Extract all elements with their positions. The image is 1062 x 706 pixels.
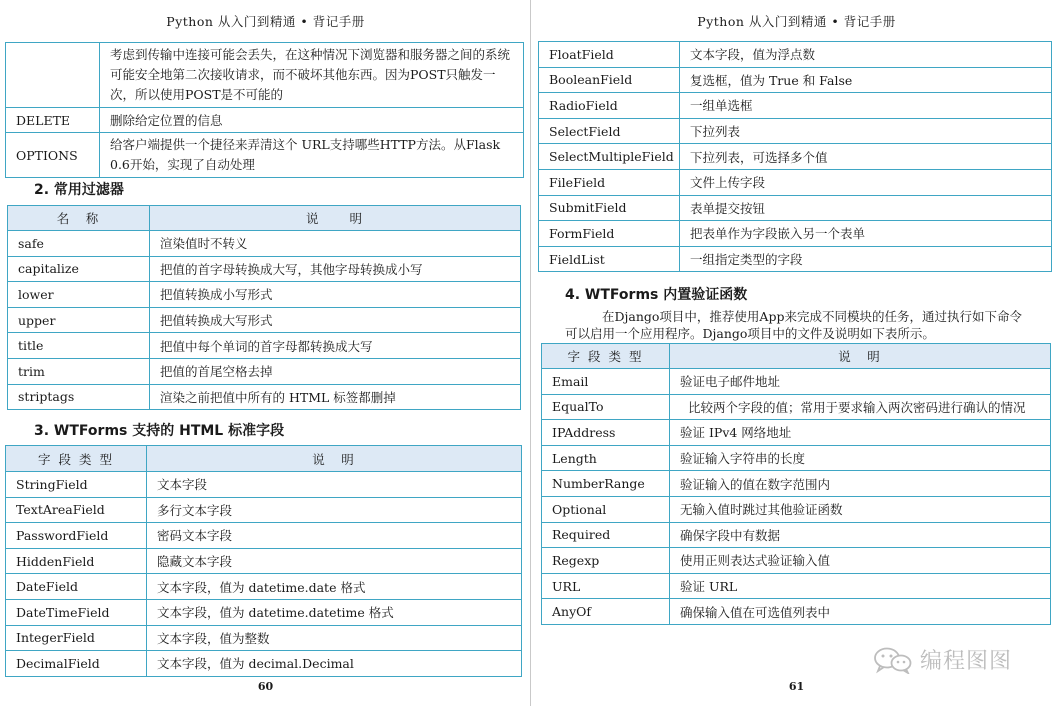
field-type: DecimalField bbox=[6, 651, 147, 677]
html-fields-table bbox=[5, 445, 522, 677]
filter-name: trim bbox=[8, 358, 150, 384]
table-row bbox=[542, 496, 1051, 522]
field-desc: 一组单选框 bbox=[680, 93, 1052, 119]
table-row bbox=[6, 599, 522, 625]
html-fields-table-continued bbox=[538, 41, 1052, 272]
filter-desc: 把值的首尾空格去掉 bbox=[150, 358, 521, 384]
column-header: 说 明 bbox=[150, 206, 521, 231]
field-type: FieldList bbox=[539, 246, 680, 272]
filter-desc: 渲染值时不转义 bbox=[150, 231, 521, 257]
validator-desc: 确保输入值在可选值列表中 bbox=[670, 599, 1051, 625]
wechat-icon bbox=[872, 646, 914, 674]
field-type: FormField bbox=[539, 221, 680, 247]
table-row bbox=[542, 394, 1051, 420]
field-desc: 文本字段 bbox=[147, 472, 522, 498]
validator-name: Regexp bbox=[542, 548, 670, 574]
column-header: 说 明 bbox=[147, 446, 522, 472]
column-header: 说 明 bbox=[670, 344, 1051, 369]
field-desc: 一组指定类型的字段 bbox=[680, 246, 1052, 272]
table-row bbox=[542, 573, 1051, 599]
field-type: StringField bbox=[6, 472, 147, 498]
method-name: DELETE bbox=[6, 108, 100, 133]
field-desc: 下拉列表，可选择多个值 bbox=[680, 144, 1052, 170]
field-desc: 把表单作为字段嵌入另一个表单 bbox=[680, 221, 1052, 247]
field-desc: 文件上传字段 bbox=[680, 169, 1052, 195]
method-desc: 考虑到传输中连接可能会丢失，在这种情况下浏览器和服务器之间的系统可能安全地第二次接收请求，而不破坏其他东西。因为POST只触发一次，所以使用POST是不可能的 bbox=[100, 43, 524, 108]
table-row bbox=[6, 108, 524, 133]
validator-name: AnyOf bbox=[542, 599, 670, 625]
field-desc: 文本字段，值为浮点数 bbox=[680, 42, 1052, 68]
filter-name: safe bbox=[8, 231, 150, 257]
table-row bbox=[542, 420, 1051, 446]
table-row bbox=[8, 384, 521, 410]
table-row bbox=[6, 133, 524, 178]
method-desc: 删除给定位置的信息 bbox=[100, 108, 524, 133]
field-type: RadioField bbox=[539, 93, 680, 119]
field-type: SelectMultipleField bbox=[539, 144, 680, 170]
column-header: 字 段 类 型 bbox=[6, 446, 147, 472]
field-type: FileField bbox=[539, 169, 680, 195]
validator-name: Email bbox=[542, 369, 670, 395]
table-row bbox=[6, 43, 524, 108]
validator-name: Optional bbox=[542, 496, 670, 522]
filter-name: upper bbox=[8, 307, 150, 333]
filter-name: striptags bbox=[8, 384, 150, 410]
table-row bbox=[542, 369, 1051, 395]
table-row bbox=[6, 574, 522, 600]
field-type: BooleanField bbox=[539, 67, 680, 93]
filter-desc: 把值中每个单词的首字母都转换成大写 bbox=[150, 333, 521, 359]
table-row bbox=[6, 497, 522, 523]
method-name bbox=[6, 43, 100, 108]
filter-desc: 把值转换成小写形式 bbox=[150, 282, 521, 308]
filter-name: lower bbox=[8, 282, 150, 308]
filter-name: capitalize bbox=[8, 256, 150, 282]
validators-table bbox=[541, 343, 1051, 625]
table-row bbox=[8, 358, 521, 384]
table-row bbox=[539, 221, 1052, 247]
field-type: IntegerField bbox=[6, 625, 147, 651]
table-row bbox=[6, 625, 522, 651]
validator-name: Required bbox=[542, 522, 670, 548]
field-desc: 密码文本字段 bbox=[147, 523, 522, 549]
table-row bbox=[8, 333, 521, 359]
table-row bbox=[539, 195, 1052, 221]
section-heading: 2. 常用过滤器 bbox=[34, 182, 124, 198]
table-row bbox=[8, 256, 521, 282]
table-row bbox=[6, 548, 522, 574]
table-row bbox=[6, 651, 522, 677]
validator-desc: 验证输入字符串的长度 bbox=[670, 445, 1051, 471]
page-number: 60 bbox=[257, 680, 274, 693]
http-methods-table bbox=[5, 42, 524, 178]
validator-name: URL bbox=[542, 573, 670, 599]
field-desc: 文本字段，值为整数 bbox=[147, 625, 522, 651]
field-desc: 表单提交按钮 bbox=[680, 195, 1052, 221]
column-header: 字 段 类 型 bbox=[542, 344, 670, 369]
right-page bbox=[531, 0, 1062, 706]
table-row bbox=[539, 93, 1052, 119]
table-row bbox=[8, 282, 521, 308]
validator-desc: 无输入值时跳过其他验证函数 bbox=[670, 496, 1051, 522]
validator-desc: 验证 URL bbox=[670, 573, 1051, 599]
validator-name: Length bbox=[542, 445, 670, 471]
validator-desc: 比较两个字段的值；常用于要求输入两次密码进行确认的情况 bbox=[670, 394, 1051, 420]
watermark-text: 编程图图 bbox=[920, 649, 1013, 674]
table-row bbox=[8, 231, 521, 257]
page-header: Python 从入门到精通 • 背记手册 bbox=[697, 14, 896, 29]
page-number: 61 bbox=[788, 680, 805, 693]
table-row bbox=[539, 67, 1052, 93]
field-type: HiddenField bbox=[6, 548, 147, 574]
field-type: DateField bbox=[6, 574, 147, 600]
field-desc: 隐藏文本字段 bbox=[147, 548, 522, 574]
section-heading: 3. WTForms 支持的 HTML 标准字段 bbox=[34, 423, 285, 439]
field-desc: 下拉列表 bbox=[680, 118, 1052, 144]
validator-name: EqualTo bbox=[542, 394, 670, 420]
table-row bbox=[539, 42, 1052, 68]
filter-desc: 把值的首字母转换成大写，其他字母转换成小写 bbox=[150, 256, 521, 282]
validator-desc: 使用正则表达式验证输入值 bbox=[670, 548, 1051, 574]
method-name: OPTIONS bbox=[6, 133, 100, 178]
table-row bbox=[542, 471, 1051, 497]
validator-desc: 验证输入的值在数字范围内 bbox=[670, 471, 1051, 497]
method-desc: 给客户端提供一个捷径来弄清这个 URL支持哪些HTTP方法。从Flask 0.6开始，实现了自动处理 bbox=[100, 133, 524, 178]
field-desc: 复选框，值为 True 和 False bbox=[680, 67, 1052, 93]
field-type: FloatField bbox=[539, 42, 680, 68]
table-row bbox=[8, 307, 521, 333]
filter-desc: 渲染之前把值中所有的 HTML 标签都删掉 bbox=[150, 384, 521, 410]
watermark bbox=[872, 644, 1012, 675]
field-type: PasswordField bbox=[6, 523, 147, 549]
field-desc: 文本字段，值为 datetime.datetime 格式 bbox=[147, 599, 522, 625]
table-row bbox=[539, 246, 1052, 272]
field-desc: 文本字段，值为 decimal.Decimal bbox=[147, 651, 522, 677]
field-type: SelectField bbox=[539, 118, 680, 144]
field-type: TextAreaField bbox=[6, 497, 147, 523]
table-row bbox=[6, 472, 522, 498]
table-row bbox=[539, 144, 1052, 170]
filter-desc: 把值转换成大写形式 bbox=[150, 307, 521, 333]
validator-name: NumberRange bbox=[542, 471, 670, 497]
filter-name: title bbox=[8, 333, 150, 359]
validator-desc: 验证电子邮件地址 bbox=[670, 369, 1051, 395]
table-row bbox=[542, 599, 1051, 625]
table-row bbox=[542, 522, 1051, 548]
validator-name: IPAddress bbox=[542, 420, 670, 446]
table-row bbox=[542, 445, 1051, 471]
validator-desc: 确保字段中有数据 bbox=[670, 522, 1051, 548]
table-row bbox=[539, 118, 1052, 144]
field-type: SubmitField bbox=[539, 195, 680, 221]
section-heading: 4. WTForms 内置验证函数 bbox=[565, 287, 748, 303]
page-header: Python 从入门到精通 • 背记手册 bbox=[166, 14, 365, 29]
table-row bbox=[539, 169, 1052, 195]
field-desc: 文本字段，值为 datetime.date 格式 bbox=[147, 574, 522, 600]
intro-paragraph-line: 可以启用一个应用程序。Django项目中的文件及说明如下表所示。 bbox=[565, 326, 935, 341]
table-row bbox=[542, 548, 1051, 574]
field-desc: 多行文本字段 bbox=[147, 497, 522, 523]
column-header: 名 称 bbox=[8, 206, 150, 231]
intro-paragraph-line: 在Django项目中，推荐使用App来完成不同模块的任务，通过执行如下命令 bbox=[602, 309, 1022, 324]
table-row bbox=[6, 523, 522, 549]
filters-table bbox=[7, 205, 521, 410]
validator-desc: 验证 IPv4 网络地址 bbox=[670, 420, 1051, 446]
field-type: DateTimeField bbox=[6, 599, 147, 625]
